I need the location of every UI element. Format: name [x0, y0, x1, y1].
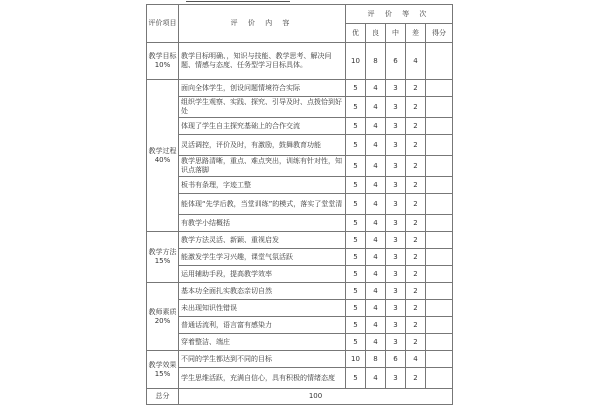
score-average: 3 [386, 80, 406, 97]
category-weight: 20% [154, 316, 171, 325]
score-average: 3 [386, 249, 406, 266]
score-good: 4 [366, 317, 386, 334]
criterion-text: 学生思维活跃，充满自信心，具有积极的情绪态度 [179, 368, 346, 389]
score-average: 3 [386, 317, 406, 334]
criterion-text: 未出现知识性错误 [179, 300, 346, 317]
category-name: 教学效果 [148, 360, 177, 369]
criterion-text: 体现了学生自主探究基础上的合作交流 [179, 118, 346, 135]
score-good: 4 [366, 118, 386, 135]
score-cell[interactable] [426, 177, 453, 194]
score-poor: 4 [406, 351, 426, 368]
score-average: 3 [386, 215, 406, 232]
score-good: 4 [366, 215, 386, 232]
category-name: 教师素质 [148, 307, 177, 316]
score-poor: 2 [406, 80, 426, 97]
score-poor: 2 [406, 135, 426, 156]
score-excellent: 5 [346, 283, 366, 300]
criterion-text: 组织学生观察、实践、探究、引导及时、点拨恰到好处 [179, 97, 346, 118]
criterion-text: 有教学小结概括 [179, 215, 346, 232]
category-name: 教学过程 [148, 146, 177, 155]
criterion-text: 不同的学生都达到不同的目标 [179, 351, 346, 368]
score-cell[interactable] [426, 215, 453, 232]
score-cell[interactable] [426, 266, 453, 283]
score-good: 4 [366, 80, 386, 97]
table-row [147, 118, 453, 135]
table-row [147, 334, 453, 351]
score-poor: 2 [406, 156, 426, 177]
score-poor: 2 [406, 266, 426, 283]
score-cell[interactable] [426, 43, 453, 80]
score-excellent: 5 [346, 177, 366, 194]
score-average: 3 [386, 300, 406, 317]
criterion-text: 教学思路清晰，重点、难点突出，训练有针对性，知识点落脚 [179, 156, 346, 177]
score-poor: 4 [406, 43, 426, 80]
score-header: 得分 [426, 24, 453, 43]
score-cell[interactable] [426, 283, 453, 300]
header-rule [186, 1, 290, 2]
score-cell[interactable] [426, 334, 453, 351]
score-average: 6 [386, 351, 406, 368]
score-excellent: 5 [346, 368, 366, 389]
score-good: 8 [366, 351, 386, 368]
category-effect [147, 351, 179, 389]
category-name: 教学方法 [148, 248, 177, 256]
score-poor: 2 [406, 97, 426, 118]
score-average: 3 [386, 266, 406, 283]
score-excellent: 5 [346, 266, 366, 283]
score-excellent: 5 [346, 334, 366, 351]
criterion-text: 能激发学生学习兴趣，课堂气氛活跃 [179, 249, 346, 266]
evaluation-table [146, 4, 453, 405]
grade-good: 良 [366, 24, 386, 43]
table-row [147, 156, 453, 177]
score-poor: 2 [406, 232, 426, 249]
criterion-text: 运用辅助手段，提高教学效率 [179, 266, 346, 283]
score-excellent: 5 [346, 317, 366, 334]
criterion-text: 板书有条理，字迹工整 [179, 177, 346, 194]
score-good: 4 [366, 97, 386, 118]
score-poor: 2 [406, 118, 426, 135]
category-weight: 15% [154, 369, 171, 378]
table-row [147, 249, 453, 266]
score-good: 4 [366, 177, 386, 194]
header-item: 评价项目 [147, 5, 179, 43]
score-good: 4 [366, 194, 386, 215]
score-average: 3 [386, 97, 406, 118]
score-average: 3 [386, 283, 406, 300]
score-cell[interactable] [426, 156, 453, 177]
score-cell[interactable] [426, 249, 453, 266]
table-row [147, 368, 453, 389]
grade-poor: 差 [406, 24, 426, 43]
criterion-text: 能体现“先学后教，当堂训练”的模式，落实了堂堂清 [179, 194, 346, 215]
category-teacher [147, 283, 179, 351]
score-poor: 2 [406, 249, 426, 266]
table-row [147, 135, 453, 156]
score-average: 6 [386, 43, 406, 80]
category-weight: 40% [154, 155, 171, 164]
score-average: 3 [386, 118, 406, 135]
criterion-text: 教学目标明确、，知识与技能、教学思考、解决问题、情感与态度、任务型学习目标具体。 [179, 43, 346, 80]
score-excellent: 5 [346, 300, 366, 317]
total-label: 总分 [147, 389, 179, 405]
score-average: 3 [386, 232, 406, 249]
score-cell[interactable] [426, 194, 453, 215]
score-average: 3 [386, 135, 406, 156]
score-poor: 2 [406, 194, 426, 215]
header-grade: 评 价 等 次 [346, 5, 453, 24]
table-row [147, 317, 453, 334]
table-row [147, 43, 453, 80]
table-row [147, 97, 453, 118]
score-poor: 2 [406, 177, 426, 194]
score-good: 4 [366, 334, 386, 351]
score-excellent: 10 [346, 43, 366, 80]
criterion-text: 基本功全面扎实教态亲切自然 [179, 283, 346, 300]
score-poor: 2 [406, 317, 426, 334]
score-cell[interactable] [426, 135, 453, 156]
criterion-text: 穿着整洁、端庄 [179, 334, 346, 351]
score-excellent: 5 [346, 135, 366, 156]
table-row [147, 351, 453, 368]
table-row [147, 300, 453, 317]
score-cell[interactable] [426, 97, 453, 118]
table-row [147, 283, 453, 300]
score-good: 4 [366, 266, 386, 283]
score-excellent: 5 [346, 249, 366, 266]
score-cell[interactable] [426, 118, 453, 135]
score-excellent: 5 [346, 118, 366, 135]
table-row [147, 232, 453, 249]
total-value: 100 [179, 389, 453, 405]
score-good: 4 [366, 368, 386, 389]
score-cell[interactable] [426, 80, 453, 97]
header-row [147, 5, 453, 24]
score-average: 3 [386, 368, 406, 389]
score-good: 4 [366, 156, 386, 177]
table-row [147, 177, 453, 194]
category-weight: 15% [154, 257, 171, 265]
grade-average: 中 [386, 24, 406, 43]
score-average: 3 [386, 177, 406, 194]
score-cell[interactable] [426, 368, 453, 389]
score-good: 4 [366, 300, 386, 317]
category-weight: 10% [154, 61, 171, 69]
score-poor: 2 [406, 215, 426, 232]
score-good: 4 [366, 283, 386, 300]
score-excellent: 5 [346, 80, 366, 97]
score-poor: 2 [406, 283, 426, 300]
table-row [147, 215, 453, 232]
score-poor: 2 [406, 334, 426, 351]
table-row [147, 266, 453, 283]
score-excellent: 10 [346, 351, 366, 368]
score-average: 3 [386, 156, 406, 177]
score-poor: 2 [406, 368, 426, 389]
category-objectives [147, 43, 179, 80]
table-row [147, 80, 453, 97]
score-average: 3 [386, 194, 406, 215]
score-good: 8 [366, 43, 386, 80]
category-process [147, 80, 179, 232]
criterion-text: 普通话流利，语言富有感染力 [179, 317, 346, 334]
criterion-text: 面向全体学生，创设问题情境符合实际 [179, 80, 346, 97]
score-excellent: 5 [346, 97, 366, 118]
category-name: 教学目标 [148, 52, 177, 60]
header-content: 评 价 内 容 [179, 5, 346, 43]
total-row [147, 389, 453, 405]
criterion-text: 教学方法灵活、新颖、重视启发 [179, 232, 346, 249]
score-cell[interactable] [426, 317, 453, 334]
criterion-text: 灵活调控，评价及时，有激励，鼓舞教育功能 [179, 135, 346, 156]
table-row [147, 194, 453, 215]
score-excellent: 5 [346, 156, 366, 177]
category-methods [147, 232, 179, 283]
score-cell[interactable] [426, 300, 453, 317]
score-excellent: 5 [346, 232, 366, 249]
score-poor: 2 [406, 300, 426, 317]
score-cell[interactable] [426, 351, 453, 368]
grade-excellent: 优 [346, 24, 366, 43]
score-excellent: 5 [346, 215, 366, 232]
score-good: 4 [366, 249, 386, 266]
score-good: 4 [366, 232, 386, 249]
score-cell[interactable] [426, 232, 453, 249]
score-good: 4 [366, 135, 386, 156]
score-excellent: 5 [346, 194, 366, 215]
score-average: 3 [386, 334, 406, 351]
